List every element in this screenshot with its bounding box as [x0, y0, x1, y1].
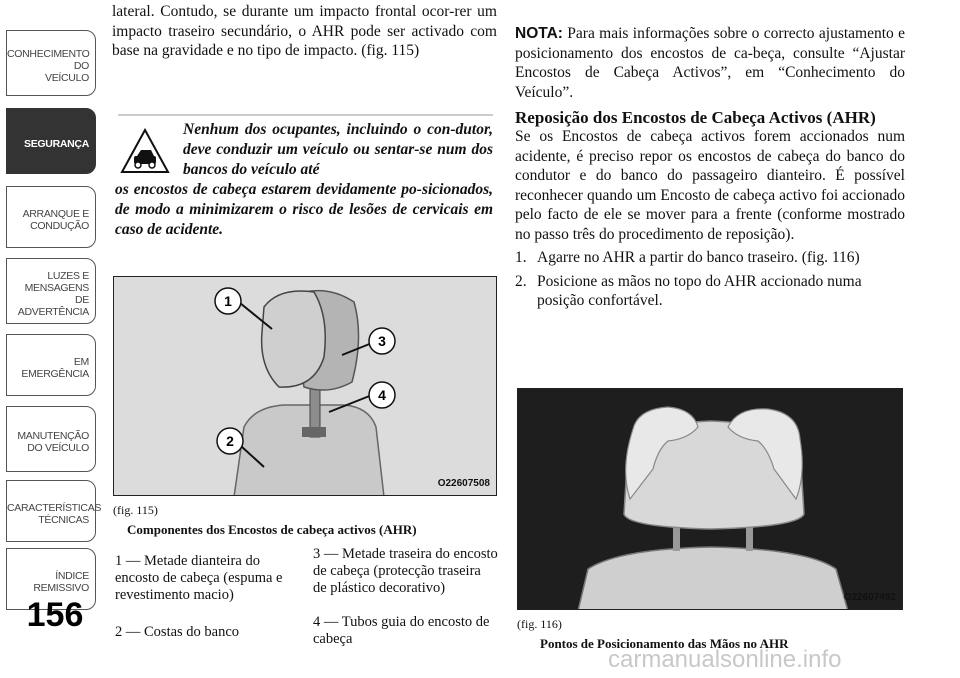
intro-paragraph: lateral. Contudo, se durante um impacto frontal ocor-rer um impacto traseiro secundário, o AHR pode ser activado com base na gravidade e no tipo de impacto. (fig. 115) — [112, 3, 497, 59]
warning-triangle-icon — [120, 128, 170, 174]
right-column — [515, 24, 905, 311]
figure-116-tag: (fig. 116) — [517, 617, 562, 631]
svg-text:3: 3 — [378, 333, 386, 349]
svg-text:2: 2 — [226, 433, 234, 449]
warning-text-first: Nenhum dos ocupantes, incluindo o con-dutor, deve conduzir um veículo ou sentar-se num dos bancos do veículo até — [183, 121, 493, 178]
figure-116-hand-positions — [517, 388, 903, 610]
warning-divider — [118, 114, 493, 116]
headrest-illustration — [114, 277, 497, 496]
callout-2 — [217, 428, 243, 454]
note-label: NOTA: — [515, 25, 563, 42]
figure-115-code: O22607508 — [437, 478, 490, 489]
step-2: 2. Posicione as mãos no topo do AHR accionado numa posição confortável. — [515, 272, 862, 309]
section-heading: Reposição dos Encostos de Cabeça Activos (AHR) — [515, 108, 876, 127]
tab-conhecimento[interactable]: CONHECIMENTO DO VEÍCULO — [6, 30, 96, 96]
legend-item-1: 1 — Metade dianteira do encosto de cabeça (espuma e revestimento macio) — [115, 553, 283, 603]
callout-3 — [369, 328, 395, 354]
step-1: 1. Agarre no AHR a partir do banco traseiro. (fig. 116) — [515, 249, 860, 266]
tab-luzes[interactable]: LUZES E MENSAGENS DE ADVERTÊNCIA — [6, 258, 96, 324]
legend-item-2: 2 — Costas do banco — [115, 624, 240, 640]
tab-seguranca[interactable]: SEGURANÇA — [6, 108, 96, 174]
legend-item-4: 4 — Tubos guia do encosto de cabeça — [313, 614, 490, 647]
figure-115-headrest-components — [113, 276, 497, 496]
page-number: 156 — [26, 596, 84, 634]
hands-on-headrest-illustration — [518, 389, 903, 610]
tab-arranque[interactable]: ARRANQUE E CONDUÇÃO — [6, 186, 96, 248]
svg-text:1: 1 — [224, 293, 232, 309]
figure-115-title: Componentes dos Encostos de cabeça activos (AHR) — [127, 522, 417, 537]
callout-4 — [369, 382, 395, 408]
reset-paragraph: Se os Encostos de cabeça activos forem accionados num acidente, é preciso repor os encostos de cabeça do banco do condutor e do banco do passageiro dianteiro. É possível reconhecer quando um Encosto de cabeça activo foi accionado pelo facto de ele se mover para a frente (conforme mostrado no passo três do procedimento de reposição). — [515, 128, 905, 243]
chapter-tabs — [0, 0, 100, 678]
figure-116-code: O22607492 — [843, 592, 896, 603]
tab-emergencia[interactable]: EM EMERGÊNCIA — [6, 334, 96, 396]
callout-1 — [215, 288, 241, 314]
figure-115-tag: (fig. 115) — [113, 503, 158, 517]
tab-caracteristicas[interactable]: CARACTERÍSTICAS TÉCNICAS — [6, 480, 96, 542]
svg-text:4: 4 — [378, 387, 386, 403]
watermark: carmanualsonline.info — [608, 646, 842, 673]
tab-manutencao[interactable]: MANUTENÇÃO DO VEÍCULO — [6, 406, 96, 472]
note-text: Para mais informações sobre o correcto ajustamento e posicionamento dos encostos de ca-beça, consulte “Ajustar Encostos de Cabeça Activos”, em “Conhecimento do Veículo”. — [515, 25, 906, 101]
legend-item-3: 3 — Metade traseira do encosto de cabeça (protecção traseira de plástico decorativo) — [313, 546, 498, 596]
note-paragraph — [515, 24, 905, 102]
figure-116-title: Pontos de Posicionamento das Mãos no AHR — [540, 636, 789, 651]
warning-text-rest: os encostos de cabeça estarem devidamente po-sicionados, de modo a minimizarem o risco de lesões de cervicais em caso de acidente. — [115, 181, 493, 238]
tab-indice[interactable]: ÍNDICE REMISSIVO — [6, 548, 96, 610]
